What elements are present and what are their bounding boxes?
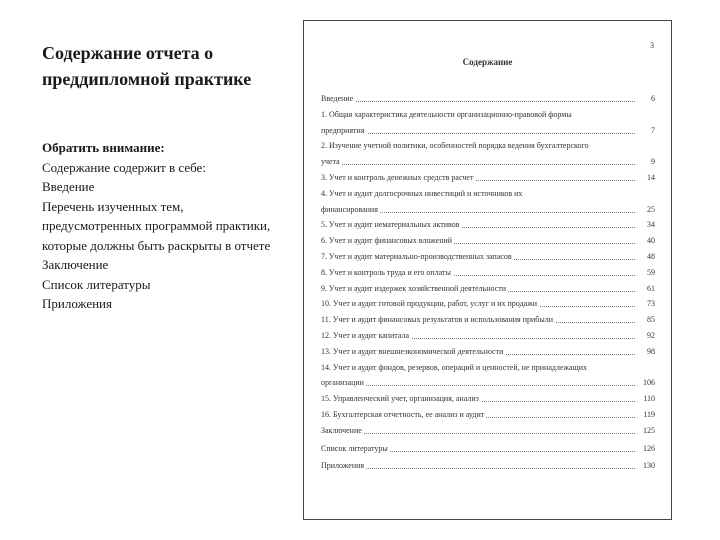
- toc-entry-text: предприятия: [321, 125, 365, 135]
- toc-page-number: 126: [643, 443, 655, 453]
- toc-entry-text: учета: [321, 157, 340, 167]
- toc-entry-text: Заключение: [321, 425, 362, 435]
- document-page: [303, 20, 672, 520]
- toc-entry: [321, 235, 655, 246]
- toc-page-number: 130: [643, 461, 655, 471]
- note-line: Список литературы: [42, 276, 151, 292]
- toc-entry-text: финансирования: [321, 204, 378, 214]
- toc-page-number: 85: [647, 315, 655, 325]
- note-line: Приложения: [42, 296, 112, 311]
- attention-label: Обратить внимание:: [42, 140, 165, 155]
- toc-entry: [321, 409, 655, 420]
- toc-page-number: 40: [647, 236, 655, 246]
- toc-entry: [321, 377, 655, 388]
- toc-page-number: 106: [643, 378, 655, 388]
- toc-entry-text: Введение: [321, 94, 354, 103]
- toc-entry-text: 12. Учет и аудит капитала: [321, 331, 410, 340]
- toc-page-number: 6: [651, 94, 655, 103]
- toc-page-number: 7: [651, 125, 655, 135]
- toc-entry: [321, 314, 655, 325]
- toc-page-number: 98: [647, 346, 655, 356]
- toc-entry: [321, 330, 655, 341]
- slide-title: Содержание отчета о преддипломной практике: [42, 43, 252, 89]
- toc-entry-line: 2. Изучение учетной политики, особенностей порядка ведения бухгалтерского: [321, 141, 589, 151]
- toc-entry: [321, 251, 655, 262]
- toc-entry: [321, 298, 655, 309]
- toc-entry: [321, 204, 655, 215]
- toc-entry-text: 6. Учет и аудит финансовых вложений: [321, 236, 453, 246]
- toc-page-number: 25: [647, 204, 655, 214]
- toc-entry-line: 14. Учет и аудит фондов, резервов, операций и ценностей, не принадлежащих: [321, 362, 588, 372]
- toc-entry-text: 5. Учет и аудит нематериальных активов: [321, 220, 460, 230]
- toc-entry: [321, 346, 655, 357]
- toc-entry-text: 8. Учет и контроль труда и его оплаты: [321, 267, 451, 277]
- toc-heading: Содержание: [462, 57, 513, 67]
- toc-entry: [321, 219, 655, 230]
- toc-entry-text: 16. Бухгалтерская отчетность, ее анализ и аудит: [321, 410, 485, 419]
- toc-entry-text: Список литературы: [321, 443, 388, 453]
- toc-entry-text: Приложения: [321, 461, 365, 471]
- toc-entry-text: 9. Учет и аудит издержек хозяйственной деятельности: [321, 283, 507, 293]
- toc-entry-text: 7. Учет и аудит материально-производственных запасов: [321, 252, 512, 261]
- toc-entry: [321, 267, 655, 278]
- toc-entry-text: 3. Учет и контроль денежных средств расчет: [321, 173, 474, 182]
- toc-page-number: 73: [647, 299, 655, 309]
- toc-entry: [321, 443, 655, 454]
- toc-page-number: 119: [643, 410, 655, 419]
- note-line: Содержание содержит в себе:: [42, 159, 206, 175]
- toc-entry-text: 15. Управленческий учет, организация, анализ: [321, 394, 479, 404]
- toc-entry-line: 1. Общая характеристика деятельности организационно-правовой формы: [321, 109, 572, 119]
- toc-page-number: 14: [647, 173, 655, 182]
- toc-page-number: 110: [643, 394, 655, 404]
- toc-page-number: 9: [651, 157, 655, 167]
- toc-page-number: 59: [647, 267, 655, 277]
- toc-entry: [321, 425, 655, 436]
- toc-page-number: 125: [643, 425, 655, 435]
- toc-entry: [321, 93, 655, 104]
- toc-entry-text: организации: [321, 378, 364, 388]
- note-line: Перечень изученных тем, предусмотренных программой практики, которые должны быть раскрыты в отчете: [42, 198, 271, 253]
- toc-page-number: 48: [647, 252, 655, 261]
- toc-entry: [321, 172, 655, 183]
- toc-page-number: 34: [647, 220, 655, 230]
- toc-page-number: 61: [647, 283, 655, 293]
- toc-entry-line: 4. Учет и аудит долгосрочных инвестиций и источников их: [321, 188, 523, 198]
- note-line: Введение: [42, 179, 95, 194]
- toc-entry: [321, 125, 655, 136]
- toc-entry: [321, 460, 655, 471]
- toc-entry: [321, 156, 655, 167]
- toc-entry-text: 10. Учет и аудит готовой продукции, работ, услуг и их продажи: [321, 299, 538, 309]
- page-number: 3: [650, 41, 654, 50]
- toc-entry: [321, 393, 655, 404]
- notes-block: [42, 138, 272, 314]
- toc-page-number: 92: [647, 331, 655, 340]
- toc-entry: [321, 283, 655, 294]
- note-line: Заключение: [42, 257, 109, 272]
- toc-entry-text: 13. Учет и аудит внешнеэкономической деятельности: [321, 346, 504, 356]
- toc-entry-text: 11. Учет и аудит финансовых результатов и использования прибыли: [321, 315, 554, 325]
